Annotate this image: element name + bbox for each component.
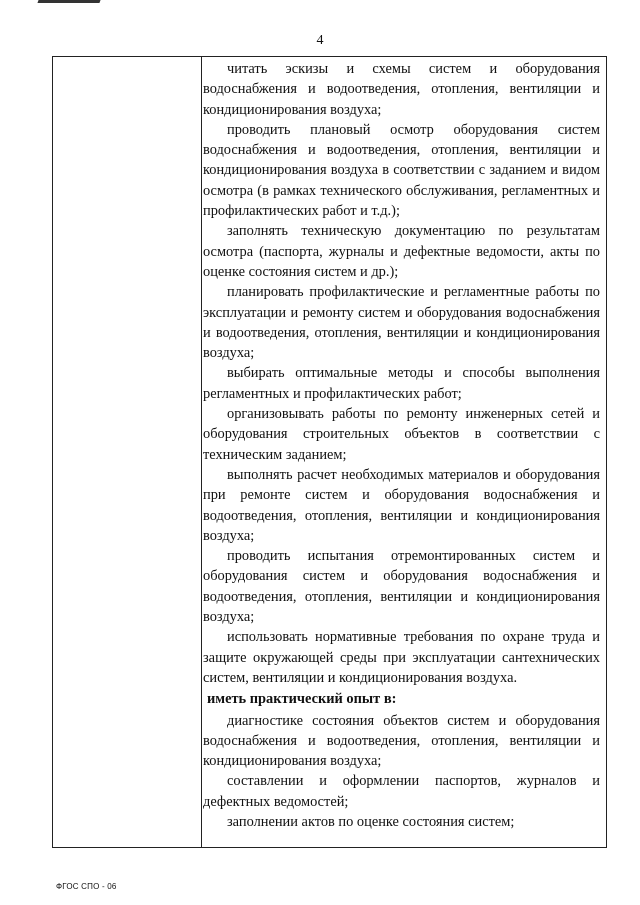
experience-heading: иметь практический опыт в: [207, 691, 397, 708]
skill-item: планировать профилактические и регламентные работы по эксплуатации и ремонту систем и оборудования водоснабжения и водоотведения, отопления, вентиляции и кондиционирования воздуха; [203, 284, 600, 362]
requirements-table [52, 56, 607, 848]
skill-item: проводить испытания отремонтированных систем и оборудования систем и оборудования водоснабжения и водоотведения, отопления, вентиляции и кондиционирования воздуха; [203, 548, 600, 626]
footer-code: ФГОС СПО - 06 [56, 882, 117, 891]
table-left-column [53, 57, 202, 847]
skill-item: читать эскизы и схемы систем и оборудования водоснабжения и водоотведения, отопления, вентиляции и кондиционирования воздуха; [203, 61, 600, 118]
skill-item: выполнять расчет необходимых материалов и оборудования при ремонте систем и оборудования водоснабжения и водоотведения, отопления, вентиляции и кондиционирования воздуха; [203, 466, 600, 544]
scan-mark [37, 0, 100, 3]
skill-item: использовать нормативные требования по охране труда и защите окружающей среды при эксплуатации сантехнических систем, вентиляции и кондиционирования воздуха. [203, 629, 600, 686]
skill-item: выбирать оптимальные методы и способы выполнения регламентных и профилактических работ; [203, 365, 600, 402]
skill-item: проводить плановый осмотр оборудования систем водоснабжения и водоотведения, отопления, вентиляции и кондиционирования воздуха в соответствии с заданием и видом осмотра (в рамках технического обслуживания, регламентных и профилактических работ и т.д.); [203, 121, 600, 220]
experience-item: диагностике состояния объектов систем и оборудования водоснабжения и водоотведения, отопления, вентиляции и кондиционирования воздуха; [203, 712, 600, 770]
experience-item: заполнении актов по оценке состояния систем; [227, 813, 515, 830]
skill-item: заполнять техническую документацию по результатам осмотра (паспорта, журналы и дефектные ведомости, акты по оценке состояния систем и др.); [203, 223, 600, 280]
skill-item: организовывать работы по ремонту инженерных сетей и оборудования строительных объектов в соответствии с техническим заданием; [203, 406, 600, 463]
page-number: 4 [316, 33, 324, 48]
experience-item: составлении и оформлении паспортов, журналов и дефектных ведомостей; [203, 773, 600, 810]
table-right-column [203, 59, 602, 847]
